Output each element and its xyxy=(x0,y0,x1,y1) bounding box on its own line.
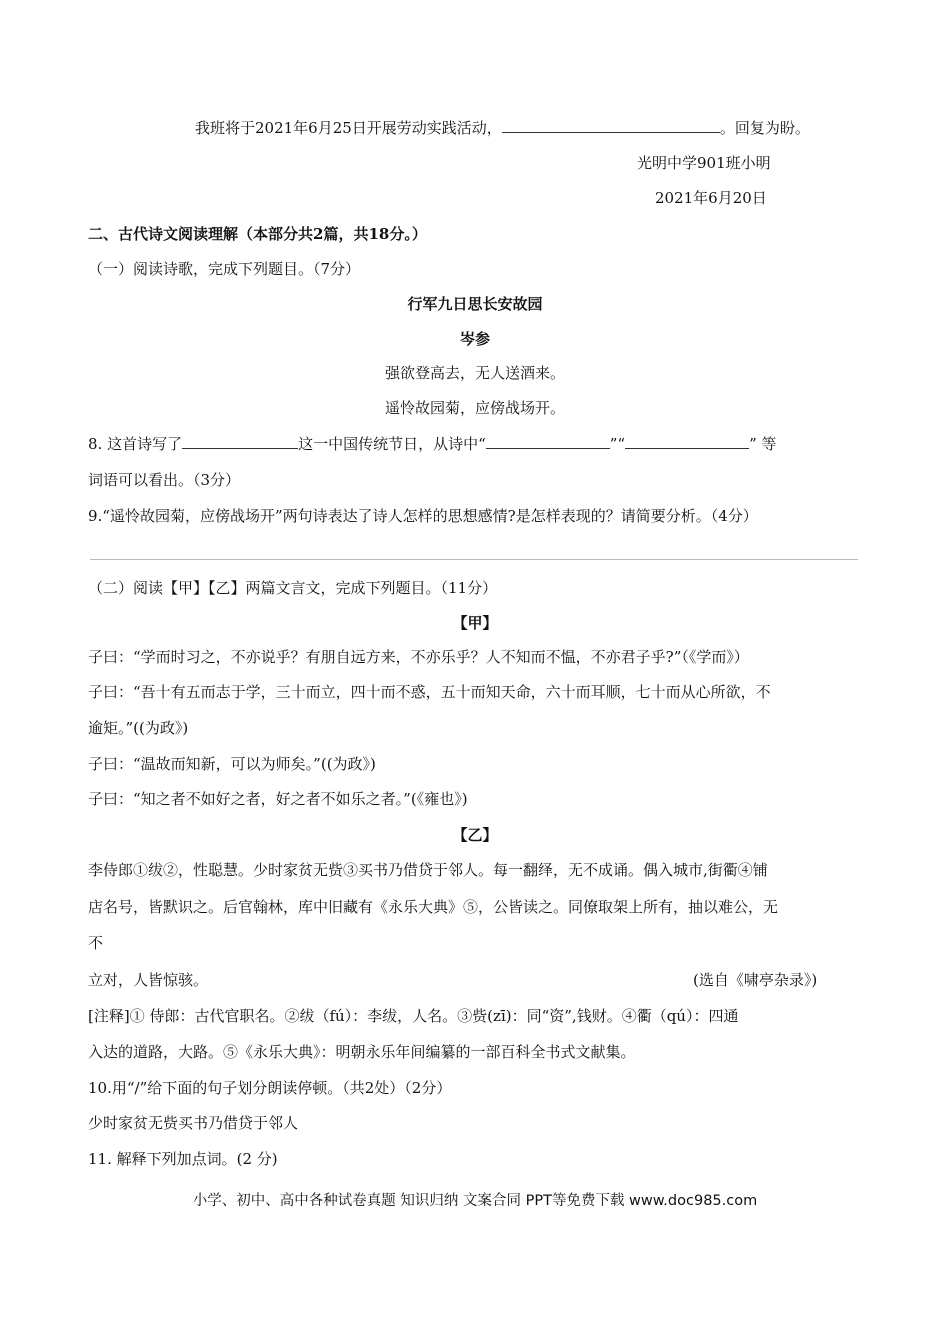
poem-line-1: 强欲登高去，无人送酒来。 xyxy=(384,364,565,382)
question-9: 9.“遥怜故园菊，应傍战场开”两句诗表达了诗人怎样的思想感情?是怎样表现的？请简要分析。（4分） xyxy=(88,507,758,525)
q8-text-1: 8. 这首诗写了 xyxy=(88,435,183,453)
poem-title: 行军九日思长安故园 xyxy=(407,295,543,313)
jia-label: 【甲】 xyxy=(452,614,498,632)
question-8-line-2: 词语可以看出。（3分） xyxy=(88,471,241,489)
q8-text-2: 这一中国传统节日，从诗中“ xyxy=(298,435,486,453)
jia-line-2: 子曰：“吾十有五而志于学，三十而立，四十而不惑，五十而知天命，六十而耳顺，七十而从心所欲，不 xyxy=(88,683,771,701)
part2-intro: （二）阅读【甲】【乙】两篇文言文，完成下列题目。（11分） xyxy=(88,579,498,597)
yi-line-2: 店名号，皆默识之。后官翰林，库中旧藏有《永乐大典》⑤，公皆读之。同僚取架上所有，抽以难公，无 xyxy=(88,898,779,916)
yi-line-3: 不 xyxy=(88,934,104,952)
part1-intro: （一）阅读诗歌，完成下列题目。（7分） xyxy=(88,260,361,278)
question-10-sentence: 少时家贫无赀买书乃借贷于邻人 xyxy=(88,1114,299,1132)
yi-line-4: 立对，人皆惊骇。 xyxy=(88,971,209,989)
answer-blank[interactable] xyxy=(486,434,610,449)
answer-line[interactable] xyxy=(90,559,858,560)
jia-line-1: 子曰：“学而时习之，不亦说乎？有朋自远方来，不亦乐乎？人不知而不愠，不亦君子乎?”（《学而》） xyxy=(88,648,749,666)
letter-body-text: 我班将于2021年6月25日开展劳动实践活动， xyxy=(195,119,502,137)
yi-source: (选自《啸亭杂录》) xyxy=(693,971,818,989)
notes-line-2: 入达的道路，大路。⑤《永乐大典》：明朝永乐年间编纂的一部百科全书式文献集。 xyxy=(88,1043,636,1061)
page-footer: 小学、初中、高中各种试卷真题 知识归纳 文案合同 PPT等免费下载 www.doc985.com xyxy=(192,1193,758,1209)
jia-line-4: 子曰：“温故而知新，可以为师矣。”((为政》) xyxy=(88,755,376,773)
letter-body xyxy=(195,118,810,138)
answer-blank[interactable] xyxy=(182,434,298,449)
answer-blank[interactable] xyxy=(502,118,720,133)
q8-text-3: ”“ xyxy=(609,435,626,453)
answer-blank[interactable] xyxy=(625,434,749,449)
letter-date: 2021年6月20日 xyxy=(655,189,767,207)
yi-label: 【乙】 xyxy=(452,826,498,844)
letter-body-end: 。回复为盼。 xyxy=(719,119,810,137)
section-heading: 二、古代诗文阅读理解（本部分共2篇，共18分。） xyxy=(88,225,427,243)
question-8 xyxy=(88,434,777,454)
poem-author: 岑参 xyxy=(459,330,490,348)
notes-line-1: [注释]① 侍郎：古代官职名。②绂（fú）：李绂，人名。③赀(zī)：同“资”,钱财。④衢（qú）：四通 xyxy=(88,1007,739,1025)
question-11: 11. 解释下列加点词。(2 分) xyxy=(88,1150,278,1168)
q8-text-4: ” 等 xyxy=(749,435,777,453)
letter-signature: 光明中学901班小明 xyxy=(637,154,771,172)
poem-line-2: 遥怜故园菊，应傍战场开。 xyxy=(384,399,565,417)
question-10: 10.用“/”给下面的句子划分朗读停顿。（共2处）（2分） xyxy=(88,1079,452,1097)
yi-line-1: 李侍郎①绂②，性聪慧。少时家贫无赀③买书乃借贷于邻人。每一翻绎，无不成诵。偶入城市,街衢④铺 xyxy=(88,861,768,879)
jia-line-3: 逾矩。”((为政》) xyxy=(88,719,189,737)
jia-line-5: 子曰：“知之者不如好之者，好之者不如乐之者。”(《雍也》) xyxy=(88,790,468,808)
